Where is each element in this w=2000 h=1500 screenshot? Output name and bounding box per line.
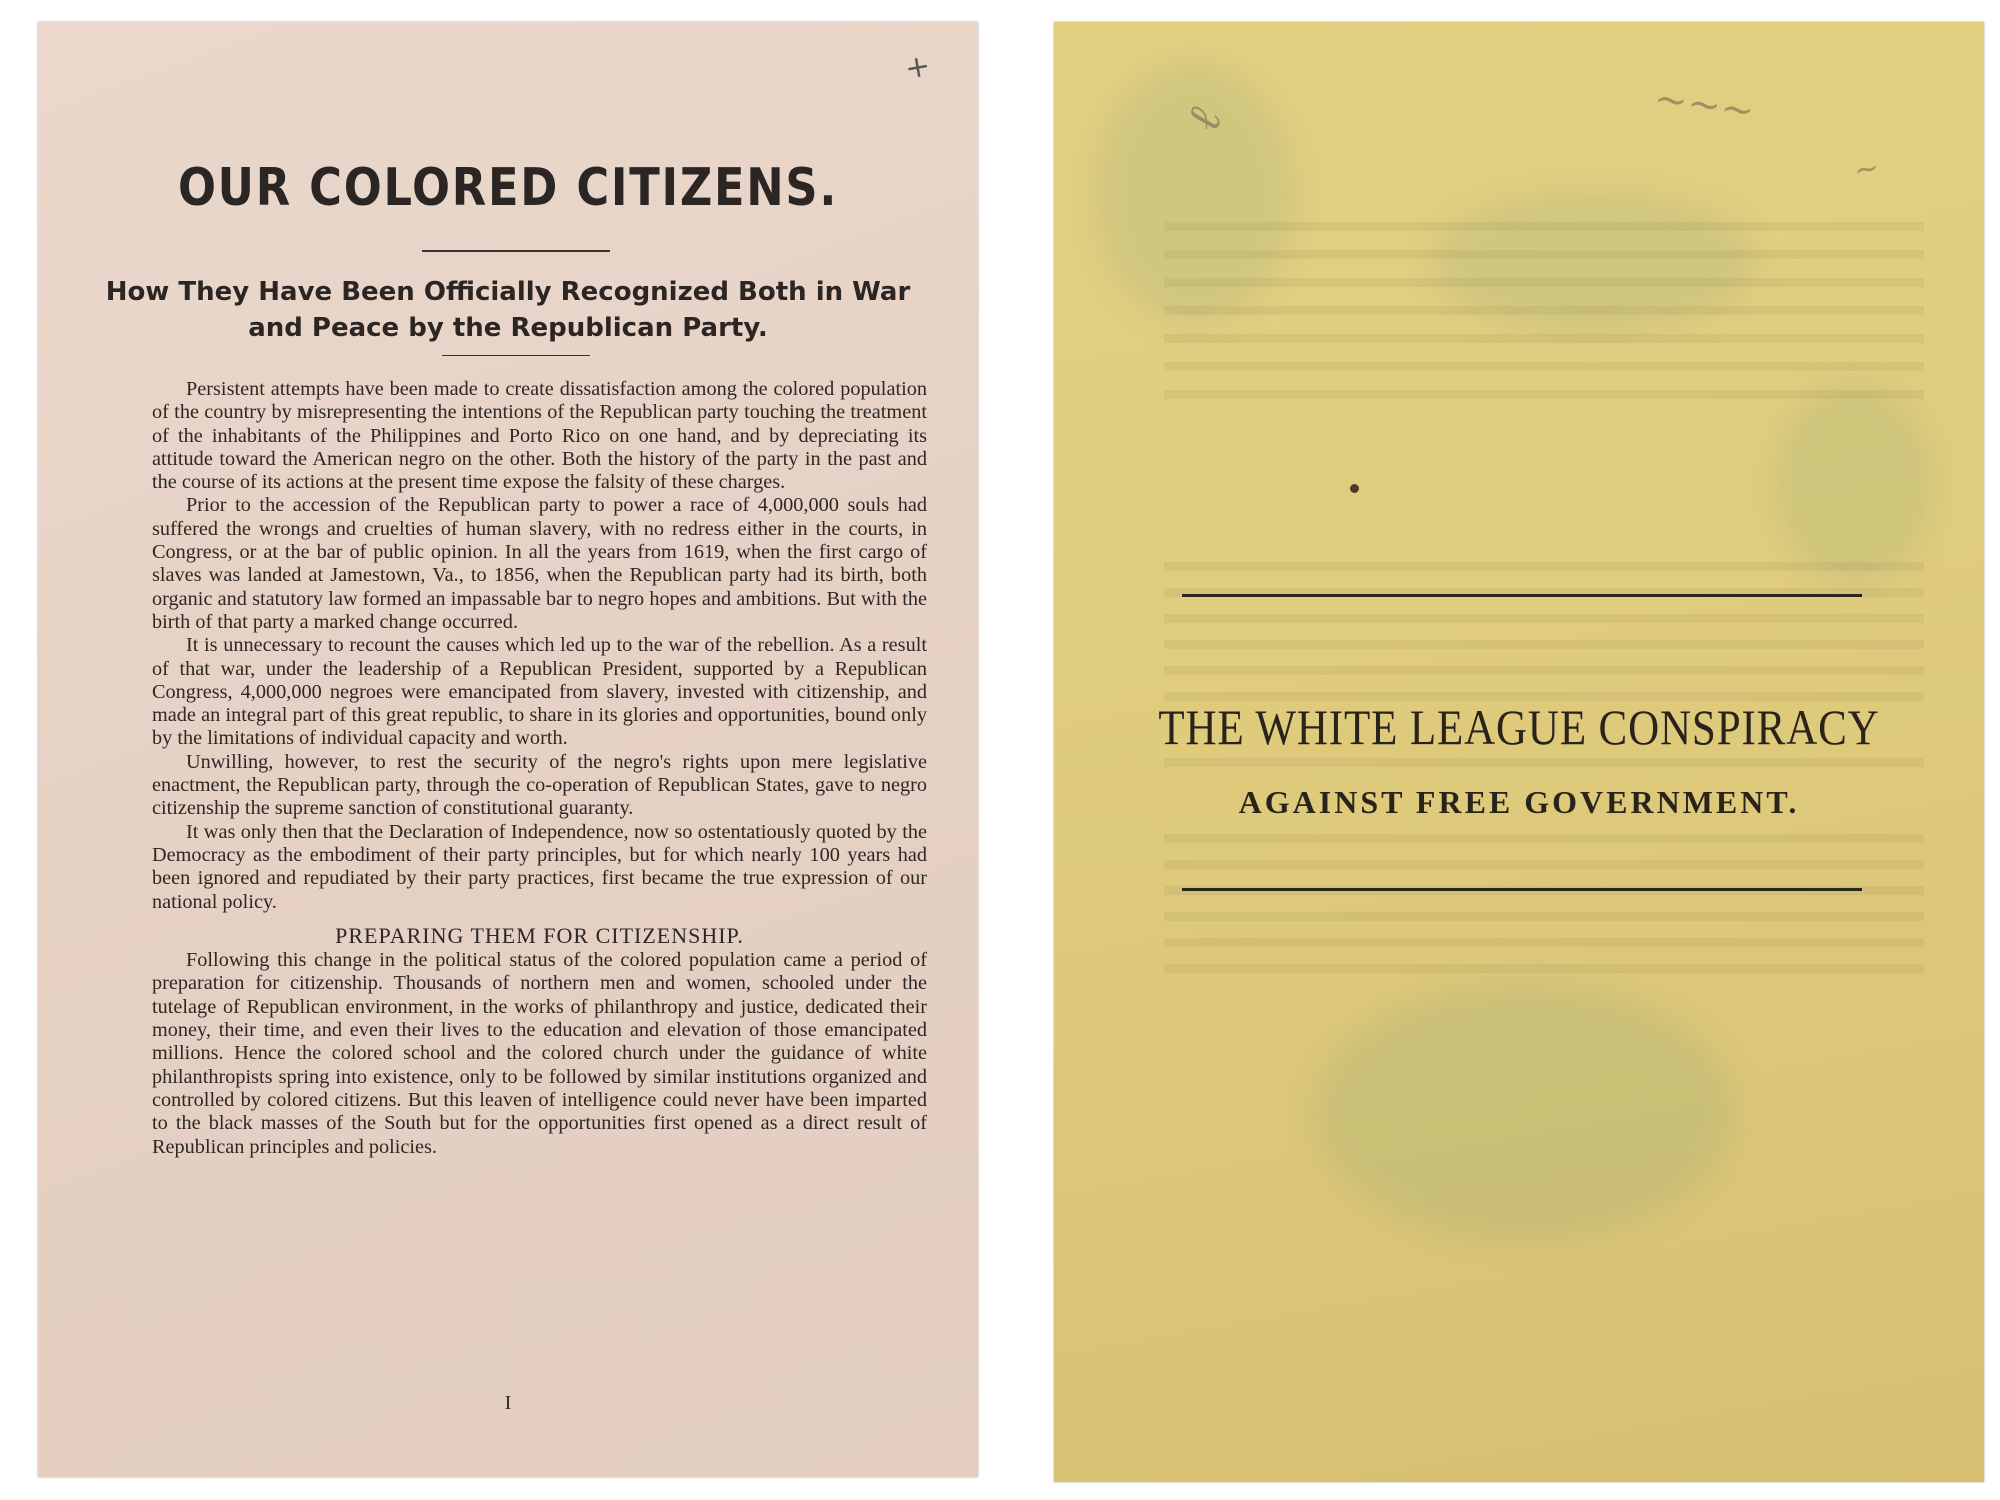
show-through-line xyxy=(1164,250,1924,259)
show-through-line xyxy=(1164,390,1924,399)
body-text xyxy=(152,378,927,1159)
ink-stain xyxy=(1314,982,1734,1242)
pencil-annotation: ~~~ xyxy=(1651,75,1758,135)
paragraph: It is unnecessary to recount the causes which led up to the war of the rebellion. As a result of that war, under the leadership of a Republican President, supported by a Republican Congress, 4,000,000 negroes were emancipated from slavery, invested with citizenship, and made an integral part of this great republic, to share in its glories and opportunities, bound only by the limitations of individual capacity and worth. xyxy=(152,634,927,750)
pencil-annotation: ℓ xyxy=(1174,100,1233,138)
show-through-line xyxy=(1164,860,1924,869)
paragraph: Persistent attempts have been made to create dissatisfaction among the colored population of the country by misrepresenting the intentions of the Republican party touching the treatment of the inhabitants of the Philippines and Porto Rico on one hand, and by depreciating its attitude toward the American negro on the other. Both the history of the party in the past and the course of its actions at the present time expose the falsity of these charges. xyxy=(152,378,927,494)
show-through-line xyxy=(1164,278,1924,287)
paragraph: Following this change in the political status of the colored population came a period of preparation for citizenship. Thousands of northern men and women, schooled under the tutelage of Republican environment, in the works of philanthropy and justice, dedicated their money, their time, and even their lives to the education and elevation of those emancipated millions. Hence the colored school and the colored church under the guidance of white philanthropists spring into existence, only to be followed by similar institutions organized and controlled by colored citizens. But this leaven of intelligence could never have been imparted to the black masses of the South but for the opportunities first opened as a direct result of Republican principles and policies. xyxy=(152,949,927,1158)
subtitle-divider xyxy=(442,355,590,356)
right-document-subtitle: AGAINST FREE GOVERNMENT. xyxy=(1238,784,1800,820)
top-rule xyxy=(1182,594,1862,597)
left-document-title: OUR COLORED CITIZENS. xyxy=(177,158,839,218)
ink-stain xyxy=(1774,382,1934,582)
paragraph: Unwilling, however, to rest the security of the negro's rights upon mere legislative enactment, the Republican party, through the co-operation of Republican States, gave to negro citizenship the supreme sanction of constitutional guaranty. xyxy=(152,750,927,820)
section-heading: PREPARING THEM FOR CITIZENSHIP. xyxy=(335,922,744,948)
bottom-rule xyxy=(1182,888,1862,891)
pencil-annotation: ~ xyxy=(1850,149,1883,190)
paragraph: Prior to the accession of the Republican party to power a race of 4,000,000 souls had suffered the wrongs and cruelties of human slavery, with no redress either in the courts, in Congress, or at the bar of public opinion. In all the years from 1619, when the first cargo of slaves was landed at Jamestown, Va., to 1856, when the Republican party had its birth, both organic and statutory law formed an impassable bar to negro hopes and ambitions. But with the birth of that party a marked change occurred. xyxy=(152,494,927,633)
show-through-line xyxy=(1164,306,1924,315)
ink-dot xyxy=(1350,484,1359,493)
show-through-line xyxy=(1164,912,1924,921)
left-pamphlet-page xyxy=(38,22,978,1477)
show-through-line xyxy=(1164,334,1924,343)
show-through-line xyxy=(1164,964,1924,973)
pencil-mark: + xyxy=(902,48,933,87)
show-through-line xyxy=(1164,758,1924,767)
show-through-line xyxy=(1164,666,1924,675)
right-pamphlet-page xyxy=(1054,22,1984,1482)
page-number: I xyxy=(504,1392,512,1414)
show-through-line xyxy=(1164,222,1924,231)
show-through-line xyxy=(1164,362,1924,371)
right-document-title: THE WHITE LEAGUE CONSPIRACY xyxy=(1158,699,1880,755)
show-through-line xyxy=(1164,562,1924,571)
show-through-line xyxy=(1164,614,1924,623)
left-document-subtitle: How They Have Been Officially Recognized Both in War and Peace by the Republican Party. xyxy=(105,277,911,343)
paragraph: It was only then that the Declaration of Independence, now so ostentatiously quoted by the Democracy as the embodiment of their party principles, but for which nearly 100 years had been ignored and repudiated by their party practices, first became the true expression of our national policy. xyxy=(152,820,927,913)
show-through-line xyxy=(1164,938,1924,947)
title-divider xyxy=(422,250,610,252)
show-through-line xyxy=(1164,640,1924,649)
show-through-line xyxy=(1164,834,1924,843)
